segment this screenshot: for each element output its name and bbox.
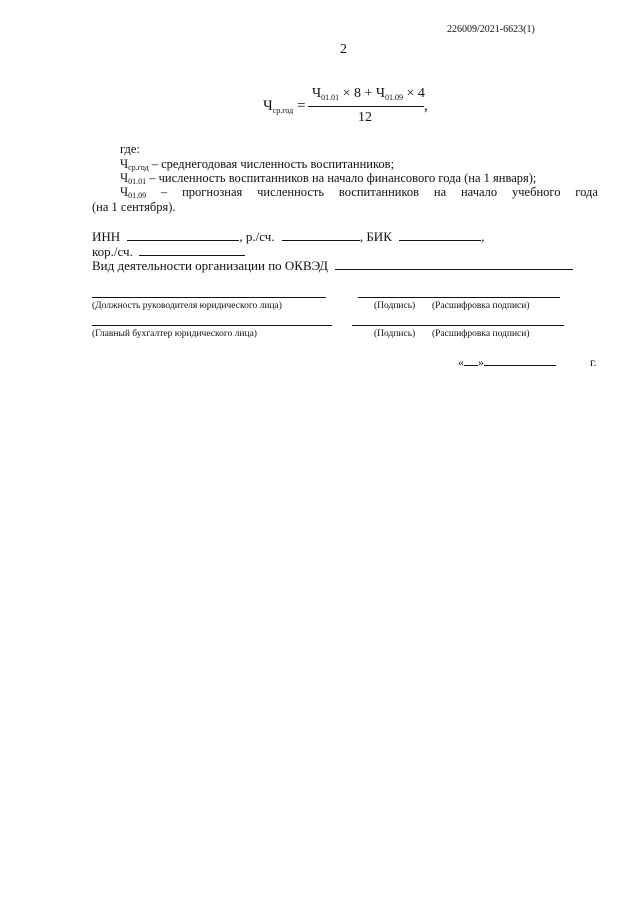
head-position-line[interactable] xyxy=(92,297,326,298)
bik-label: , БИК xyxy=(359,229,392,244)
head-decode-caption: (Расшифровка подписи) xyxy=(432,301,530,311)
ks-field[interactable] xyxy=(139,243,245,256)
legend-item-avg-yearly: $Ч_{ср.год}$ – среднегодовая численность воспитанников; xyxy=(120,157,395,172)
date-month-field[interactable] xyxy=(484,355,556,366)
okved-label: Вид деятельности организации по ОКВЭД xyxy=(92,258,328,273)
inn-field[interactable] xyxy=(127,228,239,241)
head-sign-line[interactable] xyxy=(358,297,560,298)
formula-equals: = xyxy=(297,98,306,114)
head-position-caption: (Должность руководителя юридического лица) xyxy=(92,301,282,311)
rs-label: , р./сч. xyxy=(239,229,275,244)
accountant-position-line[interactable] xyxy=(92,325,332,326)
head-sign-caption: (Подпись) xyxy=(374,301,416,311)
formula-comma: , xyxy=(424,98,428,114)
accountant-decode-caption: (Расшифровка подписи) xyxy=(432,329,530,339)
okved-field[interactable] xyxy=(335,257,573,270)
formula-denominator: 12 xyxy=(358,110,372,125)
formula-fraction-bar xyxy=(308,106,424,107)
formula-numerator: $Ч_{01.01} \times 8 + Ч_{01.09} \times 4$ xyxy=(312,86,425,102)
date-day-field[interactable] xyxy=(464,355,478,366)
accountant-sign-line[interactable] xyxy=(352,325,564,326)
legend-where: где: xyxy=(120,142,140,156)
date-year-suffix: г. xyxy=(590,355,597,369)
bik-comma: , xyxy=(481,229,485,244)
ks-label: кор./сч. xyxy=(92,244,133,259)
rs-field[interactable] xyxy=(282,228,360,241)
date-close-quote: » xyxy=(478,355,484,369)
bik-field[interactable] xyxy=(399,228,481,241)
accountant-sign-caption: (Подпись) xyxy=(374,329,416,339)
page-number: 2 xyxy=(340,42,347,57)
legend-item-sep-continuation: (на 1 сентября). xyxy=(92,200,176,214)
date-line xyxy=(458,355,556,370)
inn-label: ИНН xyxy=(92,229,121,244)
formula-lhs: $Ч_{ср.год}$ xyxy=(263,98,294,115)
date-open-quote: « xyxy=(458,355,464,369)
accountant-position-caption: (Главный бухгалтер юридического лица) xyxy=(92,329,257,339)
legend-item-jan: $Ч_{01.01}$ – численность воспитанников на начало финансового года (на 1 января); xyxy=(120,171,537,186)
document-number: 226009/2021-6623(1) xyxy=(447,24,535,35)
requisites-line-3 xyxy=(92,257,573,274)
legend-item-sep: $Ч_{01.09}$ – прогнозная численность воспитанников на начало учебного года xyxy=(120,185,598,200)
